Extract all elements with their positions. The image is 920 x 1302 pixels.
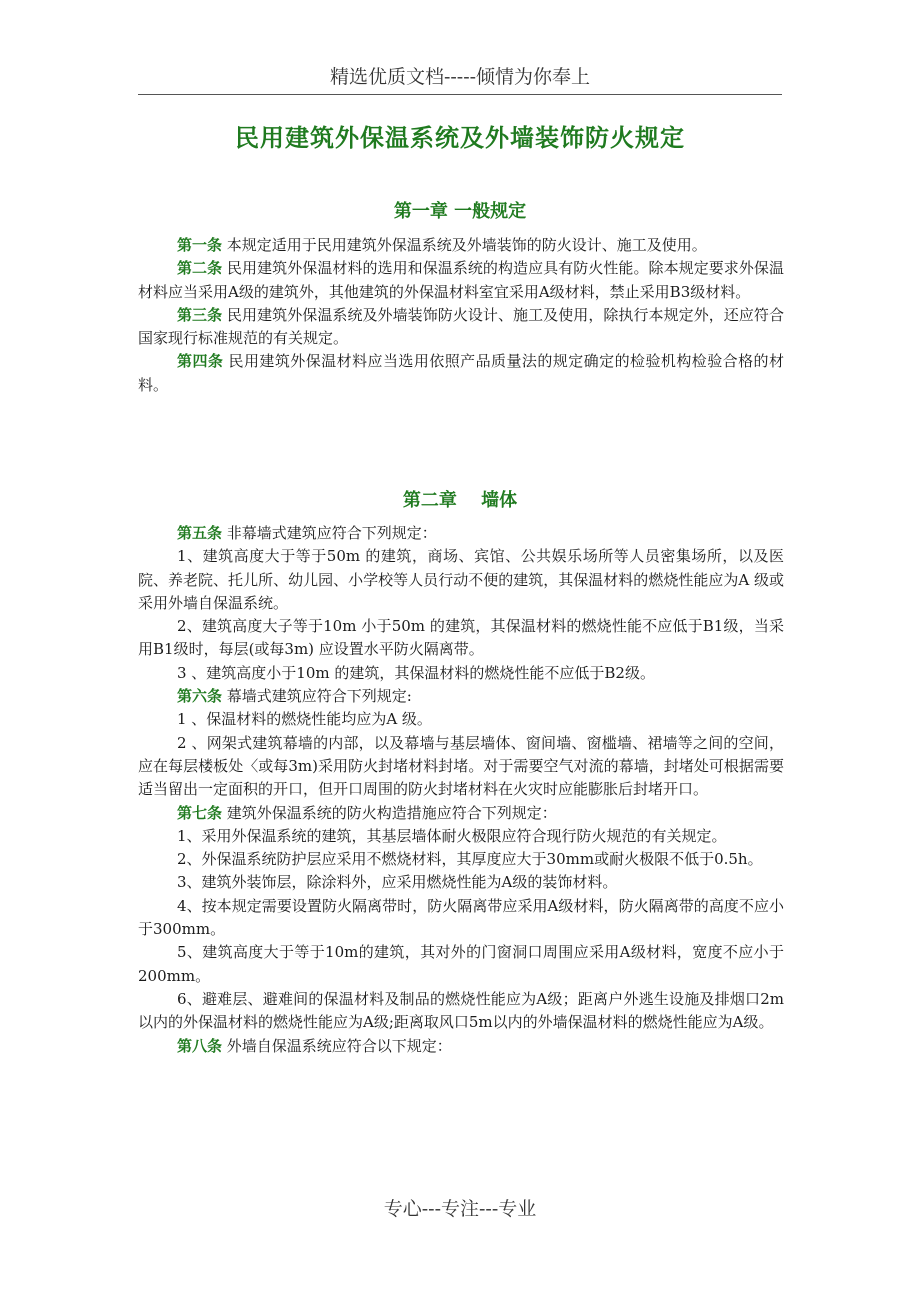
clause-item (138, 825, 784, 848)
document-title: 民用建筑外保温系统及外墙装饰防火规定 (235, 124, 685, 152)
clause-item (138, 545, 784, 615)
clause-text: 3 、建筑高度小于10m 的建筑，其保温材料的燃烧性能不应低于B2级。 (177, 663, 655, 682)
article-6 (138, 685, 784, 708)
article-text: 幕墙式建筑应符合下列规定: (226, 687, 412, 706)
chapter-2-heading: 第二章 墙体 (402, 490, 518, 511)
article-text: 本规定适用于民用建筑外保温系统及外墙装饰的防火设计、施工及使用。 (226, 236, 707, 254)
clause-item (138, 941, 784, 988)
article-text: 建筑外保温系统的防火构造措施应符合下列规定： (226, 803, 557, 822)
clause-item (138, 895, 784, 942)
clause-item (138, 848, 784, 871)
article-label: 第三条 (177, 305, 223, 324)
article-7 (138, 802, 784, 825)
article-3 (138, 304, 784, 351)
article-label: 第七条 (177, 803, 223, 822)
clause-text: 1、采用外保温系统的建筑，其基层墙体耐火极限应符合现行防火规范的有关规定。 (177, 826, 727, 845)
clause-item (138, 871, 784, 894)
article-text: 民用建筑外保温系统及外墙装饰防火设计、施工及使用，除执行本规定外，还应符合国家现行标准规范的有关规定。 (138, 305, 784, 348)
clause-item (138, 662, 784, 685)
article-text: 民用建筑外保温材料应当选用依照产品质量法的规定确定的检验机构检验合格的材料。 (138, 352, 784, 394)
page-header: 精选优质文档-----倾情为你奉上 (138, 60, 782, 95)
clause-text: 2、外保温系统防护层应采用不燃烧材料，其厚度应大于30mm或耐火极限不低于0.5h。 (177, 850, 763, 869)
chapter-1-body (138, 234, 784, 397)
article-2 (138, 257, 784, 304)
chapter-1-heading: 第一章 一般规定 (393, 201, 527, 222)
clause-text: 1、建筑高度大于等于50m 的建筑，商场、宾馆、公共娱乐场所等人员密集场所，以及医院、养老院、托儿所、幼儿园、小学校等人员行动不便的建筑，其保温材料的燃烧性能应为A 级或采用外墙自保温系统。 (138, 547, 784, 612)
clause-text: 2、建筑高度大子等于10m 小于50m 的建筑，其保温材料的燃烧性能不应低于B1级，当采用B1级时，每层(或每3m) 应设置水平防火隔离带。 (138, 617, 784, 659)
clause-item (138, 615, 784, 662)
article-label: 第八条 (177, 1036, 223, 1055)
article-text: 外墙自保温系统应符合以下规定： (226, 1036, 452, 1055)
chapter-2-body (138, 522, 784, 1058)
article-label: 第一条 (177, 236, 223, 254)
clause-text: 1 、保温材料的燃烧性能均应为A 级。 (177, 710, 432, 729)
clause-item (138, 988, 784, 1035)
clause-text: 6、避难层、避难间的保温材料及制品的燃烧性能应为A级；距离户外逃生设施及排烟口2m以内的外保温材料的燃烧性能应为A级;距离取风口5m以内的外墙保温材料的燃烧性能应为A级。 (138, 989, 784, 1032)
clause-text: 5、建筑高度大于等于10m的建筑，其对外的门窗洞口周围应采用A级材料，宽度不应小于200mm。 (138, 943, 784, 985)
article-label: 第六条 (177, 687, 223, 706)
article-text: 民用建筑外保温材料的选用和保温系统的构造应具有防火性能。除本规定要求外保温材料应当采用A级的建筑外，其他建筑的外保温材料室宜采用A级材料，禁止采用B3级材料。 (138, 259, 784, 301)
article-text: 非幕墙式建筑应符合下列规定： (226, 524, 437, 542)
article-label: 第二条 (177, 259, 223, 278)
page-footer: 专心---专注---专业 (383, 1198, 537, 1220)
article-8 (138, 1035, 784, 1058)
clause-text: 4、按本规定需要设置防火隔离带时，防火隔离带应采用A级材料，防火隔离带的高度不应小于300mm。 (138, 896, 784, 939)
article-1 (138, 234, 784, 257)
article-5 (138, 522, 784, 545)
article-label: 第五条 (177, 524, 223, 542)
clause-item (138, 708, 784, 731)
article-label: 第四条 (177, 352, 224, 371)
article-4 (138, 350, 784, 397)
clause-text: 2 、网架式建筑幕墙的内部，以及幕墙与基层墙体、窗间墙、窗槛墙、裙墙等之间的空间，应在每层楼板处〈或每3m)采用防火封堵材料封堵。对于需要空气对流的幕墙，封堵处可根据需要适当留出一定面积的开口，但开口周围的防火封堵材料在火灾时应能膨胀后封堵开口。 (138, 733, 784, 799)
clause-text: 3、建筑外装饰层，除涂料外，应采用燃烧性能为A级的装饰材料。 (177, 873, 618, 892)
clause-item (138, 732, 784, 802)
